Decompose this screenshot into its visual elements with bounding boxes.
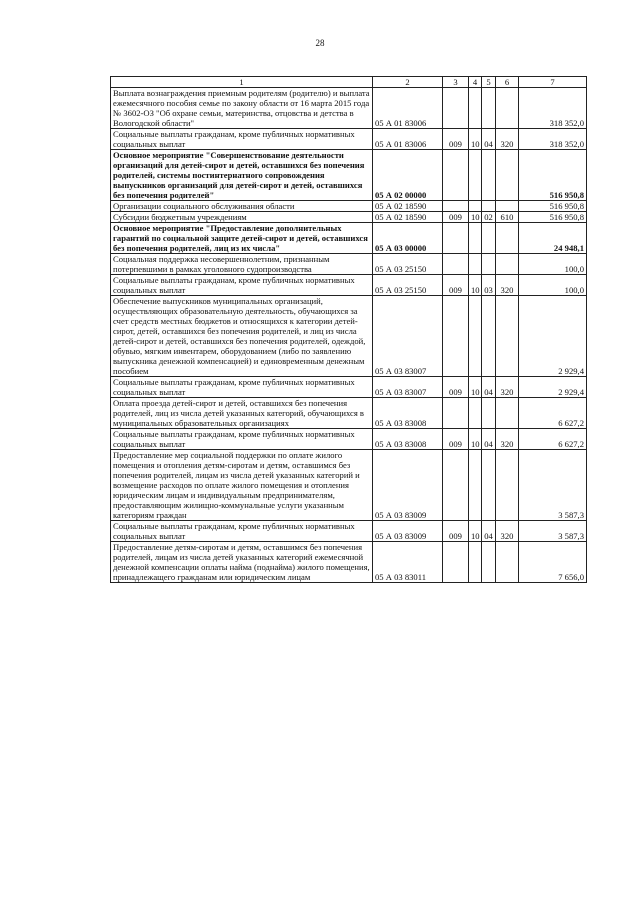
row-expense-type-cell (496, 201, 519, 212)
row-name-cell: Выплата вознаграждения приемным родителям (родителю) и выплата ежемесячного пособия семье по закону области от 16 марта 2015 года № 3602-ОЗ "Об охране семьи, материнства, отцовства и детства в Вологодской области" (111, 88, 373, 129)
row-amount-cell: 24 948,1 (519, 223, 587, 254)
row-amount-cell: 100,0 (519, 275, 587, 296)
row-subsection-cell: 03 (482, 275, 496, 296)
row-name-cell: Предоставление мер социальной поддержки по оплате жилого помещения и отопления детям-сиротам и детям, оставшимся без попечения родителей, лицам из числа детей указанных категорий и возмещение расходов по оплате жилого помещения и отопления юридическим лицам и индивидуальным предпринимателям, предоставляющим жилищно-коммунальные услуги указанным категориям граждан (111, 450, 373, 521)
row-subsection-cell: 04 (482, 521, 496, 542)
row-admin-cell: 009 (443, 521, 469, 542)
row-expense-type-cell (496, 88, 519, 129)
row-amount-cell: 100,0 (519, 254, 587, 275)
row-admin-cell: 009 (443, 377, 469, 398)
row-amount-cell: 7 656,0 (519, 542, 587, 583)
table-row (111, 296, 587, 377)
row-amount-cell: 3 587,3 (519, 450, 587, 521)
row-admin-cell: 009 (443, 275, 469, 296)
header-cell: 7 (519, 77, 587, 88)
row-expense-type-cell (496, 296, 519, 377)
table-row (111, 254, 587, 275)
row-admin-cell (443, 223, 469, 254)
row-section-cell: 10 (469, 521, 482, 542)
row-section-cell (469, 542, 482, 583)
row-admin-cell (443, 254, 469, 275)
row-code-cell: 05 А 03 83009 (373, 450, 443, 521)
row-section-cell (469, 88, 482, 129)
row-amount-cell: 516 950,8 (519, 150, 587, 201)
row-expense-type-cell: 320 (496, 377, 519, 398)
row-expense-type-cell: 610 (496, 212, 519, 223)
header-cell: 1 (111, 77, 373, 88)
table-row (111, 201, 587, 212)
table-row (111, 398, 587, 429)
row-subsection-cell (482, 542, 496, 583)
row-code-cell: 05 А 03 83008 (373, 398, 443, 429)
row-code-cell: 05 А 01 83006 (373, 129, 443, 150)
row-admin-cell (443, 88, 469, 129)
row-amount-cell: 318 352,0 (519, 129, 587, 150)
row-admin-cell (443, 450, 469, 521)
table-row (111, 275, 587, 296)
row-expense-type-cell (496, 150, 519, 201)
row-code-cell: 05 А 03 25150 (373, 254, 443, 275)
row-section-cell (469, 398, 482, 429)
table-header-row (111, 77, 587, 88)
row-admin-cell: 009 (443, 429, 469, 450)
row-name-cell: Социальные выплаты гражданам, кроме публичных нормативных социальных выплат (111, 129, 373, 150)
row-expense-type-cell: 320 (496, 429, 519, 450)
row-expense-type-cell (496, 398, 519, 429)
row-subsection-cell (482, 201, 496, 212)
row-admin-cell (443, 542, 469, 583)
table-row (111, 150, 587, 201)
row-amount-cell: 3 587,3 (519, 521, 587, 542)
row-amount-cell: 6 627,2 (519, 398, 587, 429)
table-row (111, 542, 587, 583)
row-subsection-cell (482, 254, 496, 275)
row-amount-cell: 2 929,4 (519, 377, 587, 398)
row-name-cell: Оплата проезда детей-сирот и детей, оставшихся без попечения родителей, лиц из числа детей указанных категорий, обучающихся в муниципальных образовательных организациях (111, 398, 373, 429)
row-subsection-cell (482, 223, 496, 254)
row-name-cell: Субсидии бюджетным учреждениям (111, 212, 373, 223)
header-cell: 3 (443, 77, 469, 88)
row-expense-type-cell: 320 (496, 521, 519, 542)
row-subsection-cell: 04 (482, 429, 496, 450)
row-section-cell (469, 223, 482, 254)
row-section-cell (469, 450, 482, 521)
row-code-cell: 05 А 03 83007 (373, 296, 443, 377)
header-cell: 4 (469, 77, 482, 88)
row-subsection-cell (482, 296, 496, 377)
row-name-cell: Социальные выплаты гражданам, кроме публичных нормативных социальных выплат (111, 275, 373, 296)
row-expense-type-cell (496, 542, 519, 583)
table-row (111, 377, 587, 398)
row-admin-cell (443, 296, 469, 377)
row-subsection-cell (482, 450, 496, 521)
row-subsection-cell: 04 (482, 377, 496, 398)
row-expense-type-cell (496, 450, 519, 521)
row-subsection-cell: 04 (482, 129, 496, 150)
row-expense-type-cell: 320 (496, 275, 519, 296)
row-name-cell: Социальные выплаты гражданам, кроме публичных нормативных социальных выплат (111, 429, 373, 450)
row-subsection-cell (482, 398, 496, 429)
row-amount-cell: 516 950,8 (519, 212, 587, 223)
row-section-cell: 10 (469, 212, 482, 223)
row-section-cell: 10 (469, 377, 482, 398)
row-name-cell: Обеспечение выпускников муниципальных организаций, осуществляющих образовательную деятельность, обучающихся за счет средств местных бюджетов и относящихся к категории детей-сирот, детей, оставшихся без попечения родителей, и лиц из числа детей-сирот и детей, оставшихся без попечения родителей, одеждой, обувью, мягким инвентарем, оборудованием (либо по заявлению выпускника денежной компенсацией) и единовременным денежным пособием (111, 296, 373, 377)
table-row (111, 223, 587, 254)
row-code-cell: 05 А 02 18590 (373, 212, 443, 223)
table-row (111, 429, 587, 450)
row-amount-cell: 516 950,8 (519, 201, 587, 212)
row-code-cell: 05 А 03 83008 (373, 429, 443, 450)
row-section-cell (469, 201, 482, 212)
row-subsection-cell (482, 150, 496, 201)
page-number: 28 (315, 38, 325, 48)
row-admin-cell (443, 398, 469, 429)
table-row (111, 212, 587, 223)
row-subsection-cell: 02 (482, 212, 496, 223)
row-code-cell: 05 А 01 83006 (373, 88, 443, 129)
row-code-cell: 05 А 02 00000 (373, 150, 443, 201)
header-cell: 5 (482, 77, 496, 88)
row-amount-cell: 6 627,2 (519, 429, 587, 450)
row-name-cell: Социальные выплаты гражданам, кроме публичных нормативных социальных выплат (111, 377, 373, 398)
row-expense-type-cell: 320 (496, 129, 519, 150)
row-subsection-cell (482, 88, 496, 129)
row-admin-cell: 009 (443, 212, 469, 223)
row-name-cell: Основное мероприятие "Предоставление дополнительных гарантий по социальной защите детей-сирот и детей, оставшихся без попечения родителей, лиц из их числа" (111, 223, 373, 254)
row-section-cell (469, 150, 482, 201)
row-section-cell: 10 (469, 429, 482, 450)
row-section-cell: 10 (469, 129, 482, 150)
row-amount-cell: 2 929,4 (519, 296, 587, 377)
budget-table (110, 76, 587, 583)
row-admin-cell: 009 (443, 129, 469, 150)
row-code-cell: 05 А 03 83007 (373, 377, 443, 398)
row-expense-type-cell (496, 254, 519, 275)
row-code-cell: 05 А 03 00000 (373, 223, 443, 254)
row-code-cell: 05 А 03 25150 (373, 275, 443, 296)
row-section-cell (469, 254, 482, 275)
row-name-cell: Предоставление детям-сиротам и детям, оставшимся без попечения родителей, лицам из числа детей указанных категорий ежемесячной денежной компенсации оплаты найма (поднайма) жилого помещения, принадлежащего гражданам или юридическим лицам (111, 542, 373, 583)
row-name-cell: Социальные выплаты гражданам, кроме публичных нормативных социальных выплат (111, 521, 373, 542)
row-name-cell: Социальная поддержка несовершеннолетним, признанным потерпевшими в рамках уголовного судопроизводства (111, 254, 373, 275)
header-cell: 6 (496, 77, 519, 88)
row-expense-type-cell (496, 223, 519, 254)
row-section-cell (469, 296, 482, 377)
row-admin-cell (443, 150, 469, 201)
row-name-cell: Основное мероприятие "Совершенствование деятельности организаций для детей-сирот и детей, оставшихся без попечения родителей, системы постинтернатного сопровождения выпускников организаций для детей-сирот и детей, оставшихся без попечения родителей" (111, 150, 373, 201)
row-code-cell: 05 А 02 18590 (373, 201, 443, 212)
table-row (111, 88, 587, 129)
row-code-cell: 05 А 03 83011 (373, 542, 443, 583)
row-name-cell: Организации социального обслуживания области (111, 201, 373, 212)
row-section-cell: 10 (469, 275, 482, 296)
table-row (111, 129, 587, 150)
table-row (111, 521, 587, 542)
table-row (111, 450, 587, 521)
row-amount-cell: 318 352,0 (519, 88, 587, 129)
row-admin-cell (443, 201, 469, 212)
row-code-cell: 05 А 03 83009 (373, 521, 443, 542)
header-cell: 2 (373, 77, 443, 88)
